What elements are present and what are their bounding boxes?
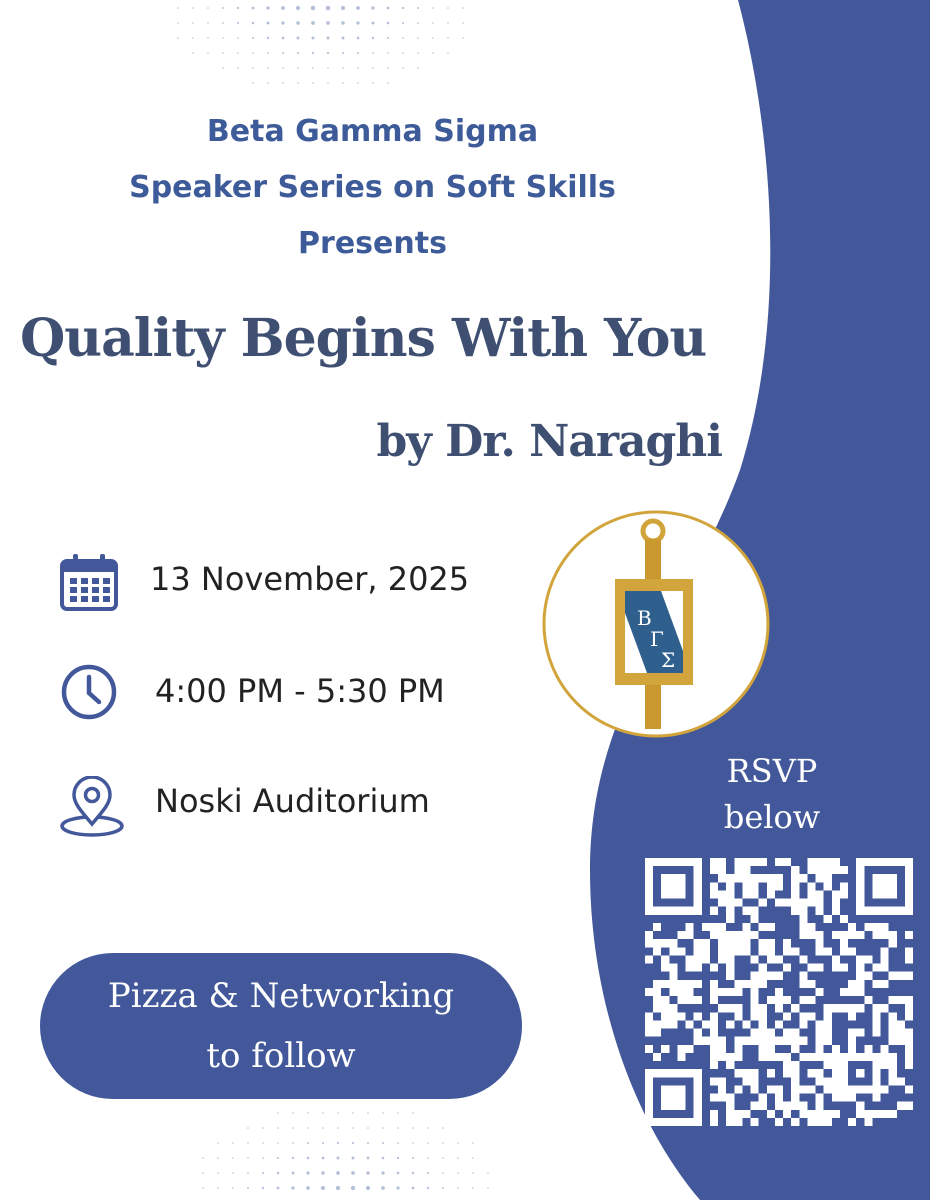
organizer-line-2: Speaker Series on Soft Skills bbox=[129, 170, 616, 205]
beta-gamma-sigma-emblem bbox=[541, 509, 771, 739]
callout-line-1: Pizza & Networking bbox=[107, 976, 455, 1016]
event-date: 13 November, 2025 bbox=[150, 560, 470, 598]
emblem-letter-gamma: Γ bbox=[650, 627, 664, 651]
event-title: Quality Begins With You bbox=[20, 308, 707, 369]
rsvp-line-2: below bbox=[723, 798, 821, 836]
rsvp-label bbox=[692, 748, 852, 840]
event-time: 4:00 PM - 5:30 PM bbox=[155, 672, 445, 710]
clock-icon bbox=[60, 663, 118, 721]
event-location: Noski Auditorium bbox=[155, 782, 430, 820]
emblem-letter-beta: Β bbox=[637, 606, 652, 630]
rsvp-qr-code[interactable] bbox=[645, 858, 913, 1126]
calendar-icon bbox=[58, 552, 120, 612]
decorative-dots-top bbox=[170, 0, 470, 90]
organizer-heading bbox=[0, 104, 745, 272]
speaker-name: by Dr. Naraghi bbox=[376, 416, 722, 467]
organizer-line-1: Beta Gamma Sigma bbox=[206, 114, 539, 149]
decorative-dots-bottom bbox=[195, 1105, 495, 1200]
emblem-letter-sigma: Σ bbox=[661, 648, 676, 672]
organizer-line-3: Presents bbox=[298, 226, 447, 261]
pizza-networking-callout bbox=[40, 953, 522, 1099]
rsvp-line-1: RSVP bbox=[726, 752, 818, 790]
map-pin-icon bbox=[58, 776, 126, 838]
callout-line-2: to follow bbox=[206, 1036, 356, 1076]
